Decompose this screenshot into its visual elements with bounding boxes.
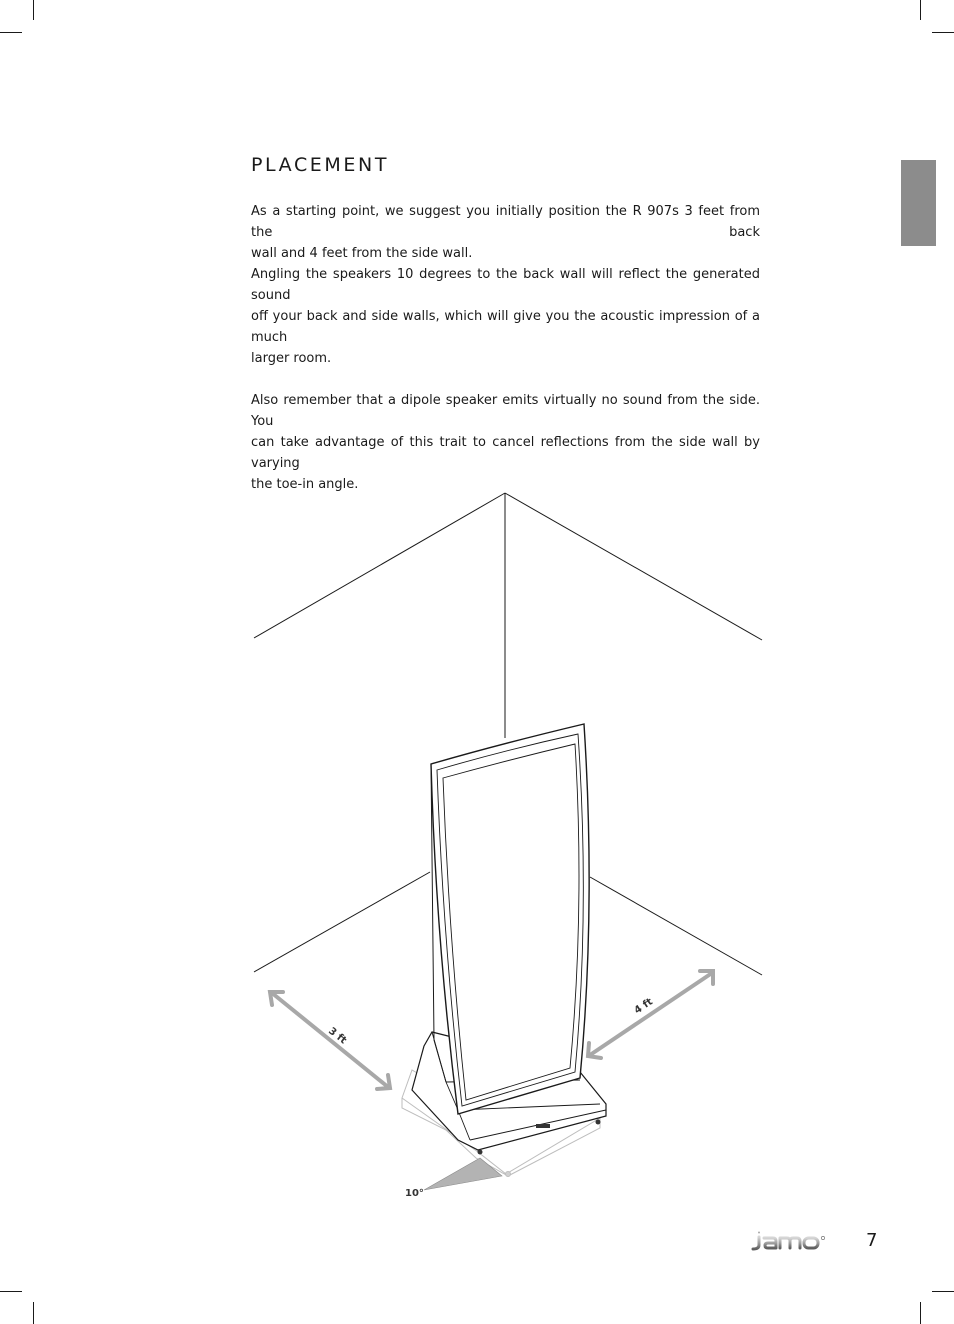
- speaker-drawing: [412, 724, 606, 1155]
- text-line: Also remember that a dipole speaker emits virtually no sound from the side. You: [251, 393, 760, 429]
- angle-label: 10°: [405, 1188, 424, 1199]
- text-line: wall and 4 feet from the side wall.: [251, 246, 473, 261]
- text-line: As a starting point, we suggest you initially position the R 907s 3 feet from the back: [251, 204, 760, 240]
- text-line: can take advantage of this trait to cancel reflections from the side wall by varying: [251, 435, 760, 471]
- side-distance-label: 4 ft: [632, 996, 655, 1017]
- side-distance-arrow: [588, 971, 713, 1058]
- page-number: 7: [866, 1230, 878, 1251]
- angle-wedge: [424, 1158, 502, 1190]
- text-line: the toe-in angle.: [251, 477, 359, 492]
- text-line: larger room.: [251, 351, 332, 366]
- back-distance-label: 3 ft: [326, 1025, 349, 1047]
- text-line: Angling the speakers 10 degrees to the back wall will reflect the generated sound: [251, 267, 760, 303]
- page-title: PLACEMENT: [251, 154, 390, 176]
- jamo-logo: [749, 1229, 827, 1253]
- text-line: off your back and side walls, which will give you the acoustic impression of a much: [251, 309, 760, 345]
- back-distance-arrow: [270, 992, 390, 1089]
